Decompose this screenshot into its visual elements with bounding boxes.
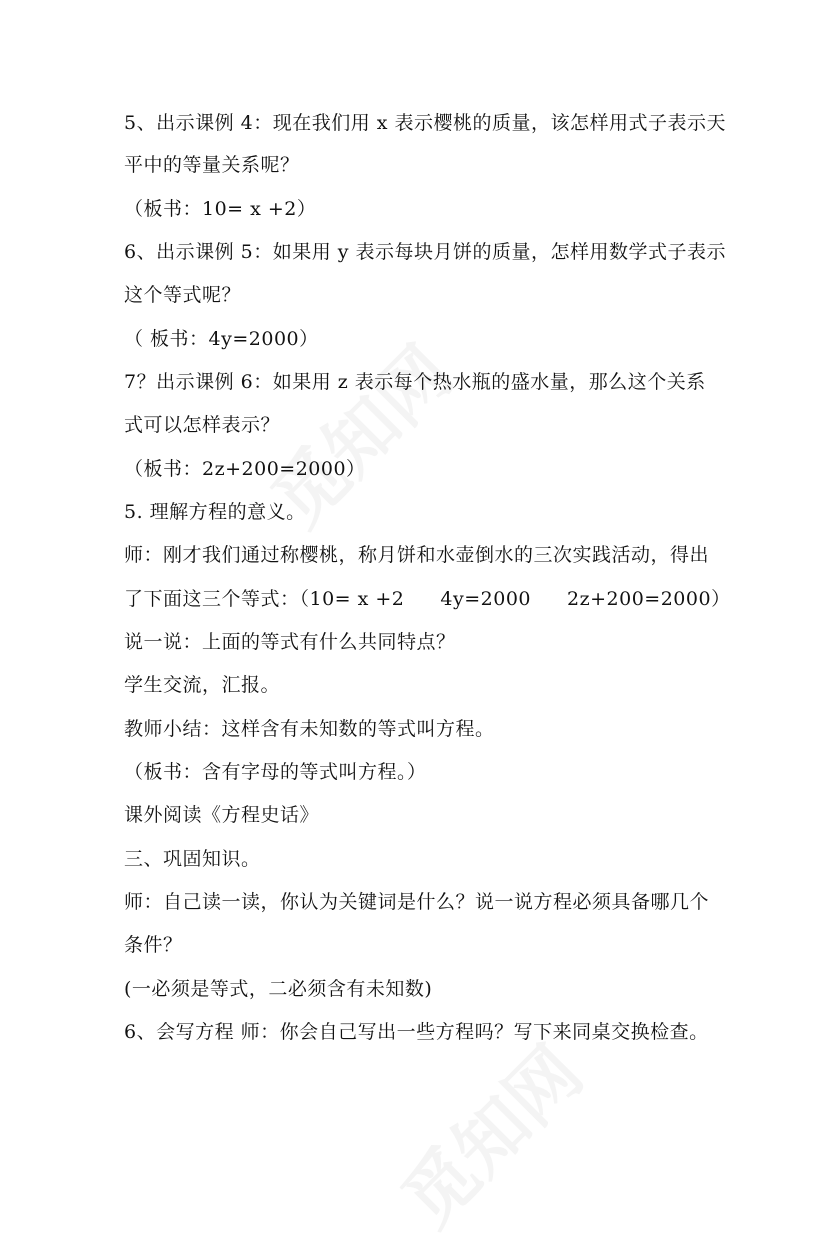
equation-2: 4y=2000 (440, 588, 532, 610)
text-line: 课外阅读《方程史话》 (124, 804, 320, 826)
text-line: （板书：2z+200=2000） (124, 458, 366, 480)
text-line: 师：刚才我们通过称樱桃，称月饼和水壶倒水的三次实践活动，得出 (124, 544, 710, 566)
text-line: 这个等式呢？ (124, 284, 242, 306)
text-line: 6、会写方程 师：你会自己写出一些方程吗？写下来同桌交换检查。 (124, 1021, 709, 1043)
equation-3: 2z+200=2000） (567, 588, 731, 610)
text-line: （板书：10= x +2） (124, 198, 317, 220)
text-line: 7？出示课例 6：如果用 z 表示每个热水瓶的盛水量，那么这个关系 (124, 371, 706, 393)
section-heading: 三、巩固知识。 (124, 848, 261, 870)
text-line: 条件？ (124, 934, 183, 956)
text-line: 5. 理解方程的意义。 (124, 501, 306, 523)
equations-line (124, 587, 731, 611)
text-line: 师：自己读一读，你认为关键词是什么？说一说方程必须具备哪几个 (124, 891, 710, 913)
text-line: 平中的等量关系呢？ (124, 154, 300, 176)
text-line: (一必须是等式，二必须含有未知数) (124, 978, 433, 1000)
text-line: 6、出示课例 5：如果用 y 表示每块月饼的质量，怎样用数学式子表示 (124, 241, 727, 263)
text-line: 学生交流，汇报。 (124, 674, 281, 696)
text-line: 说一说：上面的等式有什么共同特点？ (124, 631, 456, 653)
equation-intro: 了下面这三个等式：（10= x +2 (124, 588, 405, 610)
text-line: 式可以怎样表示？ (124, 414, 281, 436)
text-line: （板书：含有字母的等式叫方程。） (124, 761, 427, 783)
text-line: 5、出示课例 4：现在我们用 x 表示樱桃的质量，该怎样用式子表示天 (124, 112, 727, 134)
text-line: 教师小结：这样含有未知数的等式叫方程。 (124, 718, 495, 740)
watermark-bottom (375, 1019, 601, 1245)
text-line: （ 板书：4y=2000） (124, 328, 319, 350)
